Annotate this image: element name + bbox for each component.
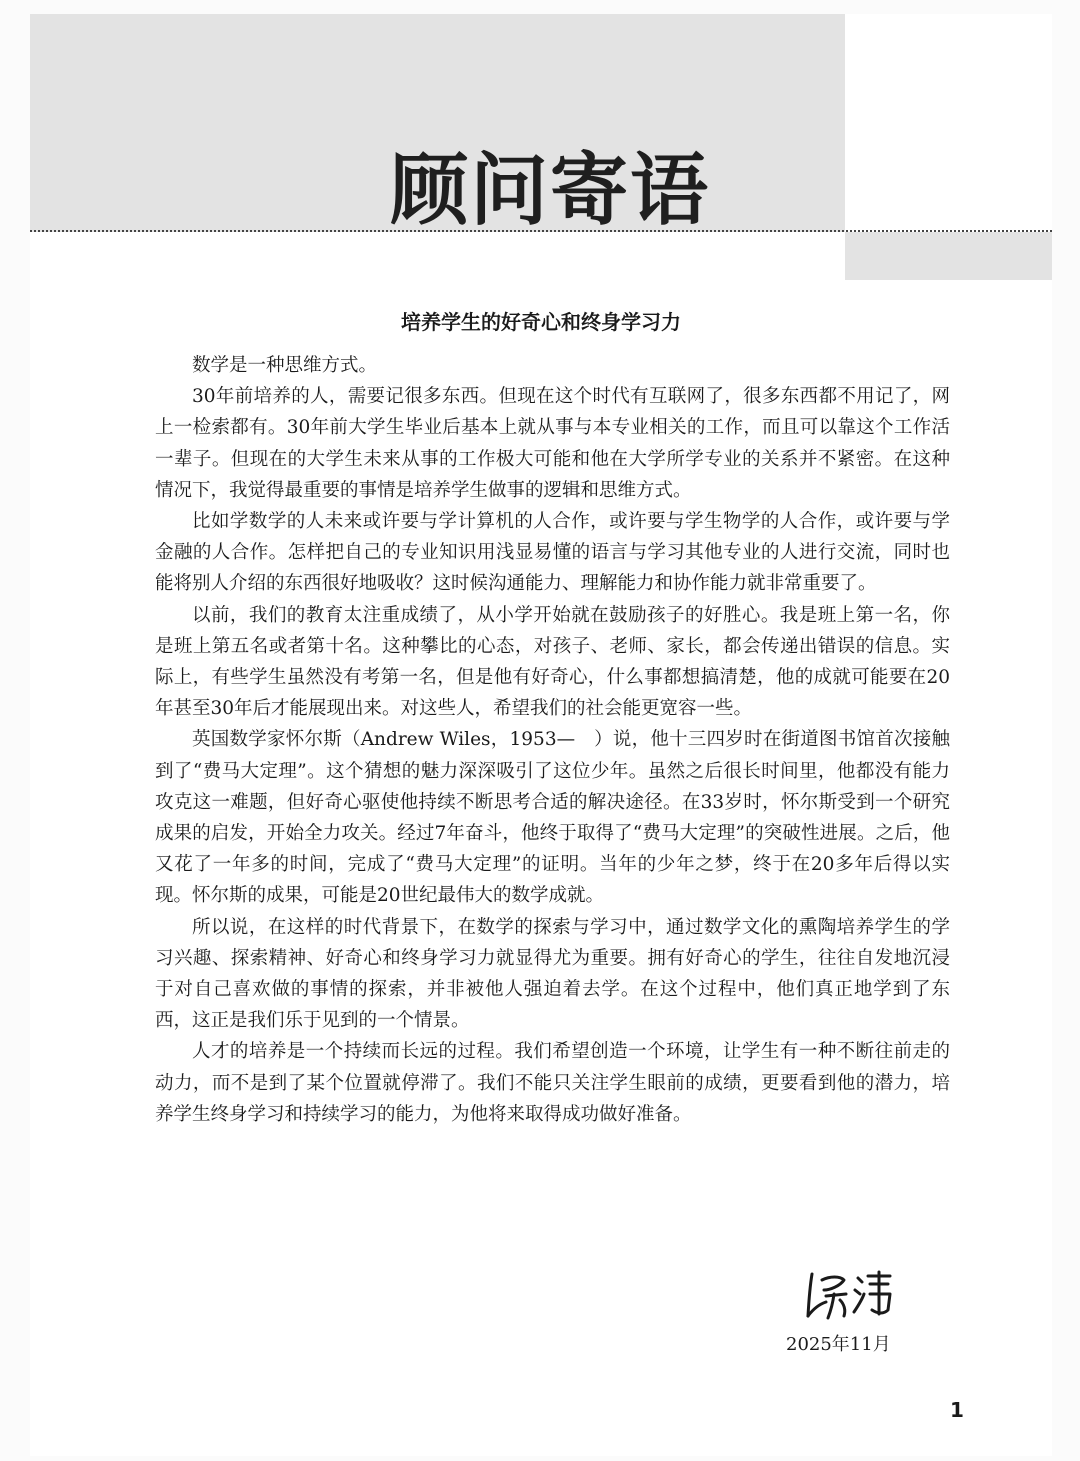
paragraph: 人才的培养是一个持续而长远的过程。我们希望创造一个环境，让学生有一种不断往前走的动力，而不是到了某个位置就停滞了。我们不能只关注学生眼前的成绩，更要看到他的潜力，培养学生终身学习和持续学习的能力，为他将来取得成功做好准备。 bbox=[155, 1041, 950, 1125]
paragraph: 比如学数学的人未来或许要与学计算机的人合作，或许要与学生物学的人合作，或许要与学金融的人合作。怎样把自己的专业知识用浅显易懂的语言与学习其他专业的人进行交流，同时也能将别人介绍的东西很好地吸收？这时候沟通能力、理解能力和协作能力就非常重要了。 bbox=[155, 511, 950, 595]
paragraph: 所以说，在这样的时代背景下，在数学的探索与学习中，通过数学文化的熏陶培养学生的学习兴趣、探索精神、好奇心和终身学习力就显得尤为重要。拥有好奇心的学生，往往自发地沉浸于对自己喜欢做的事情的探索，并非被他人强迫着去学。在这个过程中，他们真正地学到了东西，这正是我们乐于见到的一个情景。 bbox=[155, 916, 950, 1032]
signature-date: 2025年11月 bbox=[786, 1334, 891, 1355]
section-title: 顾问寄语 bbox=[390, 146, 711, 236]
article-title: 培养学生的好奇心和终身学习力 bbox=[401, 310, 681, 334]
handwritten-signature bbox=[800, 1264, 900, 1324]
paragraph: 英国数学家怀尔斯（Andrew Wiles，1953— ）说，他十三四岁时在街道图书馆首次接触到了“费马大定理”。这个猜想的魅力深深吸引了这位少年。虽然之后很长时间里，他都没有能力攻克这一难题，但好奇心驱使他持续不断思考合适的解决途径。在33岁时，怀尔斯受到一个研究成果的启发，开始全力攻关。经过7年奋斗，他终于取得了“费马大定理”的突破性进展。之后，他又花了一年多的时间，完成了“费马大定理”的证明。当年的少年之梦，终于在20多年后得以实现。怀尔斯的成果，可能是20世纪最伟大的数学成就。 bbox=[155, 729, 950, 907]
article-body bbox=[155, 350, 950, 1130]
page-number: 1 bbox=[950, 1398, 964, 1422]
paragraph: 30年前培养的人，需要记很多东西。但现在这个时代有互联网了，很多东西都不用记了，网上一检索都有。30年前大学生毕业后基本上就从事与本专业相关的工作，而且可以靠这个工作活一辈子。但现在的大学生未来从事的工作极大可能和他在大学所学专业的关系并不紧密。在这种情况下，我觉得最重要的事情是培养学生做事的逻辑和思维方式。 bbox=[155, 386, 950, 501]
header-side-block bbox=[845, 232, 1052, 280]
paragraph: 以前，我们的教育太注重成绩了，从小学开始就在鼓励孩子的好胜心。我是班上第一名，你是班上第五名或者第十名。这种攀比的心态，对孩子、老师、家长，都会传递出错误的信息。实际上，有些学生虽然没有考第一名，但是他有好奇心，什么事都想搞清楚，他的成就可能要在20年甚至30年后才能展现出来。对这些人，希望我们的社会能更宽容一些。 bbox=[155, 604, 950, 720]
header-divider bbox=[30, 230, 1052, 232]
document-page bbox=[30, 14, 1052, 1456]
paragraph: 数学是一种思维方式。 bbox=[192, 355, 378, 376]
